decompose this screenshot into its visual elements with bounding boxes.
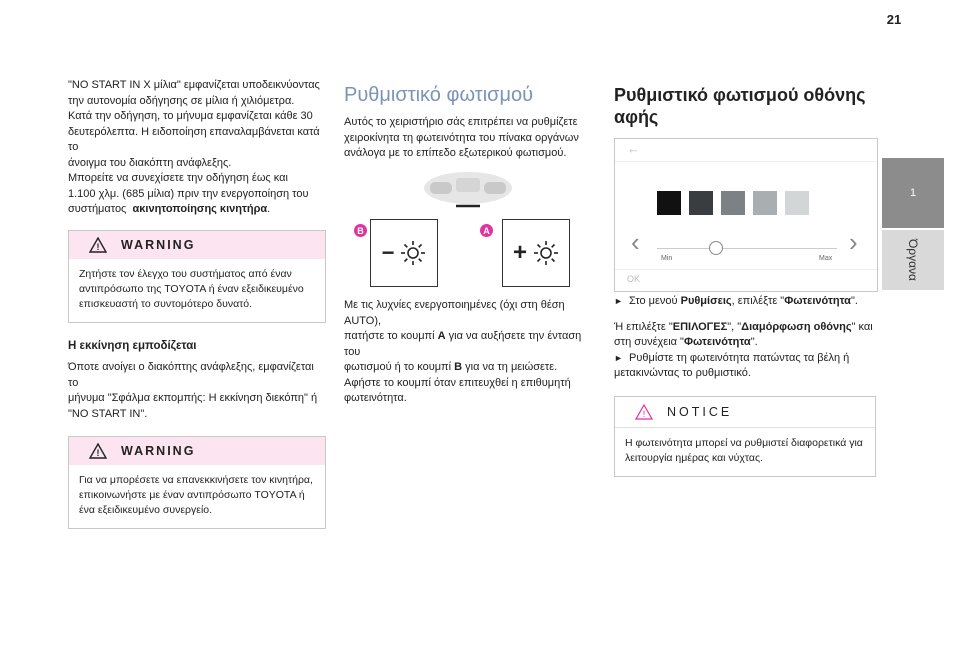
- text-line: Κατά την οδήγηση, το μήνυμα εμφανίζεται κάθε 30: [68, 110, 313, 122]
- dimmer-plus-button[interactable]: [502, 219, 570, 287]
- slider-max-label: Max: [819, 255, 833, 262]
- text-span: για να αυξήσετε την ένταση του: [344, 330, 582, 358]
- increase-arrow-button[interactable]: ›: [849, 227, 858, 257]
- text-line: Η φωτεινότητα μπορεί να ρυθμιστεί διαφορετικά για: [625, 436, 863, 449]
- text-line: μήνυμα "Σφάλμα εκπομπής: Η εκκίνηση διεκόπη" ή: [68, 392, 318, 404]
- text-line: [344, 329, 600, 360]
- warning-label: WARNING: [121, 444, 196, 458]
- bold-term: ακινητοποίησης κινητήρα: [132, 203, 268, 215]
- text-line: λειτουργία ημέρας και νύχτας.: [625, 451, 763, 464]
- bold-term: Φωτεινότητα: [683, 336, 751, 348]
- bold-term: Ρυθμίσεις: [680, 295, 732, 307]
- text-line: επισκευαστή το συντομότερο δυνατό.: [79, 297, 253, 310]
- warning-box: [68, 436, 326, 529]
- side-tab-label: 1: [909, 187, 917, 199]
- text-line: ένα εξειδικευμένο συνεργείο.: [79, 504, 213, 516]
- side-tab-label: Όργανα: [906, 239, 920, 281]
- slider-track[interactable]: [657, 248, 837, 249]
- warning-label: WARNING: [121, 237, 196, 252]
- text-span: για να τη μειώσετε.: [462, 361, 558, 373]
- ok-button[interactable]: OK: [627, 274, 641, 284]
- color-swatch: [721, 191, 745, 215]
- slider-thumb[interactable]: [709, 241, 723, 255]
- side-tab-instruments[interactable]: [882, 230, 944, 290]
- color-swatch: [689, 191, 713, 215]
- warning-body: [69, 259, 325, 322]
- step-line: [614, 351, 876, 367]
- notice-triangle-icon: [635, 404, 653, 420]
- step-arrow-icon: ►: [614, 296, 623, 306]
- column-3: [614, 84, 876, 128]
- text-line: 1.100 χλμ. (685 μίλια) πριν την ενεργοποίηση του: [68, 187, 309, 200]
- notice-body: [615, 428, 875, 476]
- text-line: μετακινώντας το ρυθμιστικό.: [614, 367, 751, 379]
- text-line: αντιπρόσωπο της TOYOTA ή έναν εξειδικευμένο: [79, 282, 304, 295]
- text-line: την αυτονομία οδήγησης σε μίλια ή χιλιόμετρα.: [68, 94, 295, 107]
- section-heading: Ρυθμιστικό φωτισμού: [344, 84, 534, 106]
- svg-text:!: !: [96, 241, 100, 252]
- divider: [615, 161, 877, 162]
- text-span: Ή επιλέξτε ": [614, 320, 673, 333]
- plus-symbol: +: [512, 239, 527, 266]
- svg-text:!: !: [96, 448, 100, 458]
- warning-triangle-icon: [89, 237, 107, 253]
- text-line: άνοιγμα του διακόπτη ανάφλεξης.: [68, 156, 232, 169]
- text-line: Αφήστε το κουμπί όταν επιτευχθεί η επιθυμητή: [344, 376, 571, 389]
- section-title: Η εκκίνηση εμποδίζεται: [68, 339, 197, 352]
- text-span: πατήστε το κουμπί: [344, 330, 438, 342]
- warning-header: [69, 437, 325, 465]
- page-number: 21: [886, 12, 902, 27]
- warning-box: [68, 230, 326, 323]
- bold-term: A: [437, 330, 446, 342]
- dashboard-control-illustration: [420, 168, 516, 214]
- text-line: φωτεινότητα.: [344, 392, 407, 404]
- bold-term: ΕΠΙΛΟΓΕΣ: [672, 320, 728, 333]
- text-span: ".: [750, 336, 758, 348]
- color-swatch: [753, 191, 777, 215]
- minus-symbol: −: [381, 240, 395, 265]
- back-arrow-icon[interactable]: ←: [627, 141, 640, 156]
- side-tab-chapter-1[interactable]: [882, 158, 944, 228]
- text-span: ".: [850, 295, 858, 307]
- step-line: [614, 294, 876, 310]
- text-span: .: [267, 203, 271, 215]
- text-line: Με τις λυχνίες ενεργοποιημένες (όχι στη θέση AUTO),: [344, 299, 565, 327]
- text-line: Όποτε ανοίγει ο διακόπτης ανάφλεξης, εμφανίζεται το: [68, 361, 314, 389]
- dimmer-minus-button[interactable]: [370, 219, 438, 287]
- text-line: Για να μπορέσετε να επανεκκινήσετε τον κινητήρα,: [79, 474, 313, 486]
- notice-label: NOTICE: [667, 404, 733, 419]
- brightness-sun-icon: [533, 240, 559, 266]
- text-span: " και: [851, 320, 873, 333]
- slider-min-label: Min: [661, 255, 673, 262]
- decrease-arrow-button[interactable]: ‹: [631, 227, 640, 257]
- warning-header: [69, 231, 325, 259]
- text-line: [344, 360, 600, 376]
- brightness-sun-icon: [400, 240, 426, 266]
- text-line: δευτερόλεπτα. Η ειδοποίηση επαναλαμβάνεται κατά το: [68, 125, 320, 153]
- text-span: φωτισμού ή το κουμπί: [344, 361, 455, 373]
- warning-triangle-icon: [89, 443, 107, 459]
- text-line: "NO START IN".: [68, 407, 148, 420]
- column-1: [68, 78, 326, 529]
- text-line: Αυτός το χειριστήριο σάς επιτρέπει να ρυθμίζετε: [344, 116, 578, 128]
- column-2-body: [344, 298, 600, 407]
- text-line: Μπορείτε να συνεχίσετε την οδήγηση έως και: [68, 172, 288, 184]
- divider: [615, 269, 877, 270]
- bold-term: Φωτεινότητα: [784, 295, 851, 307]
- notice-box: [614, 396, 876, 477]
- color-swatch: [657, 191, 681, 215]
- key-b-letter-badge: B: [354, 224, 367, 237]
- column-3-body: [614, 294, 876, 477]
- svg-text:!: !: [642, 408, 646, 419]
- text-line: χειροκίνητα τη φωτεινότητα του πίνακα οργάνων: [344, 131, 579, 144]
- text-line: επικοινωνήστε με έναν αντιπρόσωπο TOYOTA ή: [79, 489, 305, 501]
- step-arrow-icon: ►: [614, 352, 623, 363]
- text-span: Στο μενού: [629, 295, 681, 307]
- text-line: [68, 202, 326, 218]
- bold-term: B: [454, 361, 463, 373]
- section-heading-cont: αφής: [614, 107, 659, 127]
- section-heading: Ρυθμιστικό φωτισμού οθόνης: [614, 85, 866, 105]
- touchscreen-brightness-illustration: [614, 138, 878, 292]
- text-span: , επιλέξτε ": [731, 295, 785, 307]
- text-line: "NO START IN X μίλια" εμφανίζεται υποδεικνύοντας: [68, 79, 320, 91]
- column-2: [344, 84, 596, 162]
- text-line: [614, 320, 876, 336]
- text-line: ανάλογα με το επίπεδο εξωτερικού φωτισμού.: [344, 147, 567, 159]
- text-span: ", ": [727, 320, 742, 333]
- text-span: Ρυθμίστε τη φωτεινότητα πατώντας τα βέλη ή: [629, 351, 850, 364]
- text-span: συστήματος: [68, 203, 127, 215]
- text-line: Ζητήστε τον έλεγχο του συστήματος από έναν: [79, 267, 292, 280]
- text-line: [614, 335, 876, 351]
- color-swatch: [785, 191, 809, 215]
- text-span: στη συνέχεια ": [614, 336, 684, 348]
- warning-body: [69, 465, 325, 528]
- bold-term: Διαμόρφωση οθόνης: [741, 320, 852, 333]
- key-a-letter-badge: A: [480, 224, 493, 237]
- notice-header: [615, 397, 875, 428]
